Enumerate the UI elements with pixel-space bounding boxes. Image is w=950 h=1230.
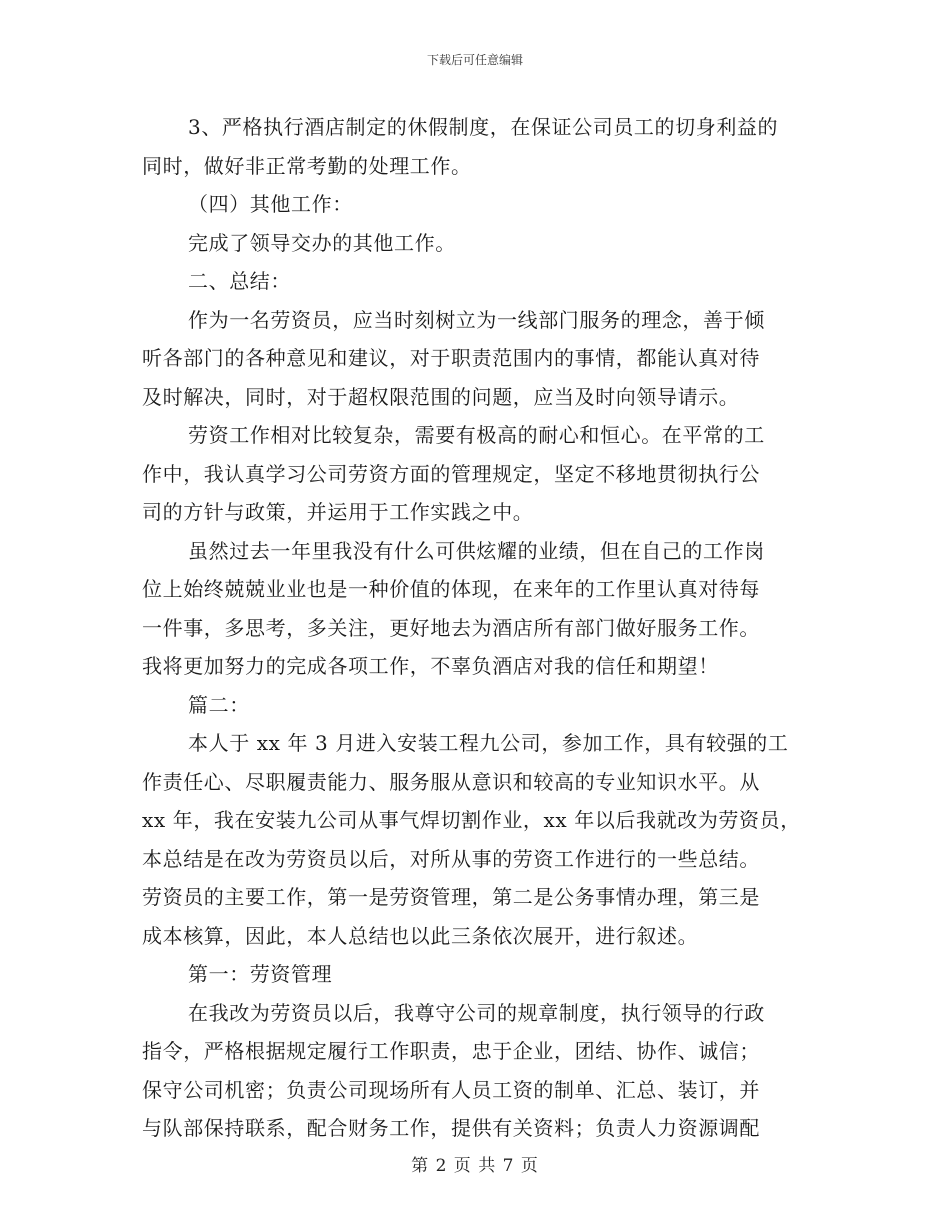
text-line: （四）其他工作： (188, 192, 353, 216)
text-line: 劳资员的主要工作，第一是劳资管理，第二是公务事情办理，第三是 (142, 885, 760, 909)
text-line: 同时，做好非正常考勤的处理工作。 (142, 153, 472, 178)
text-line: 完成了领导交办的其他工作。 (188, 230, 456, 255)
text-line: xx 年，我在安装九公司从事气焊切割作业，xx 年以后我就改为劳资员， (142, 808, 801, 832)
text-line: 第一：劳资管理 (188, 962, 333, 986)
text-line: 保守公司机密；负责公司现场所有人员工资的制单、汇总、装订，并 (142, 1077, 760, 1102)
text-line: 本人于 xx 年 3 月进入安装工程九公司，参加工作，具有较强的工 (188, 731, 789, 755)
text-line: 成本核算，因此，本人总结也以此三条依次展开，进行叙述。 (142, 923, 699, 948)
text-line: 劳资工作相对比较复杂，需要有极高的耐心和恒心。在平常的工 (188, 423, 765, 447)
text-line: 我将更加努力的完成各项工作，不辜负酒店对我的信任和期望！ (142, 654, 719, 678)
text-line: 听各部门的各种意见和建议，对于职责范围内的事情，都能认真对待 (142, 346, 760, 370)
text-line: 与队部保持联系，配合财务工作，提供有关资料；负责人力资源调配 (142, 1116, 760, 1140)
text-line: 篇二： (188, 692, 250, 717)
document-body (142, 108, 812, 1148)
text-line: 及时解决，同时，对于超权限范围的问题，应当及时向领导请示。 (142, 384, 740, 409)
text-line: 位上始终兢兢业业也是一种价值的体现，在来年的工作里认真对待每 (142, 577, 760, 601)
text-line: 虽然过去一年里我没有什么可供炫耀的业绩，但在自己的工作岗 (188, 538, 765, 563)
text-line: 指令，严格根据规定履行工作职责，忠于企业，团结、协作、诚信； (142, 1039, 760, 1063)
page-header: 下载后可任意编辑 (426, 53, 523, 67)
text-line: 作责任心、尽职履责能力、服务服从意识和较高的专业知识水平。从 (142, 769, 760, 794)
text-line: 二、总结： (188, 269, 291, 293)
text-line: 3、严格执行酒店制定的休假制度，在保证公司员工的切身利益的 (188, 115, 779, 139)
text-line: 司的方针与政策，并运用于工作实践之中。 (142, 500, 534, 524)
text-line: 作为一名劳资员，应当时刻树立为一线部门服务的理念，善于倾 (188, 307, 765, 332)
text-line: 本总结是在改为劳资员以后，对所从事的劳资工作进行的一些总结。 (142, 846, 760, 871)
text-line: 在我改为劳资员以后，我尊守公司的规章制度，执行领导的行政 (188, 1000, 765, 1025)
text-line: 一件事，多思考，多关注，更好地去为酒店所有部门做好服务工作。 (142, 615, 760, 640)
page-footer: 第 2 页 共 7 页 (411, 1156, 539, 1176)
text-line: 作中，我认真学习公司劳资方面的管理规定，坚定不移地贯彻执行公 (142, 461, 760, 486)
